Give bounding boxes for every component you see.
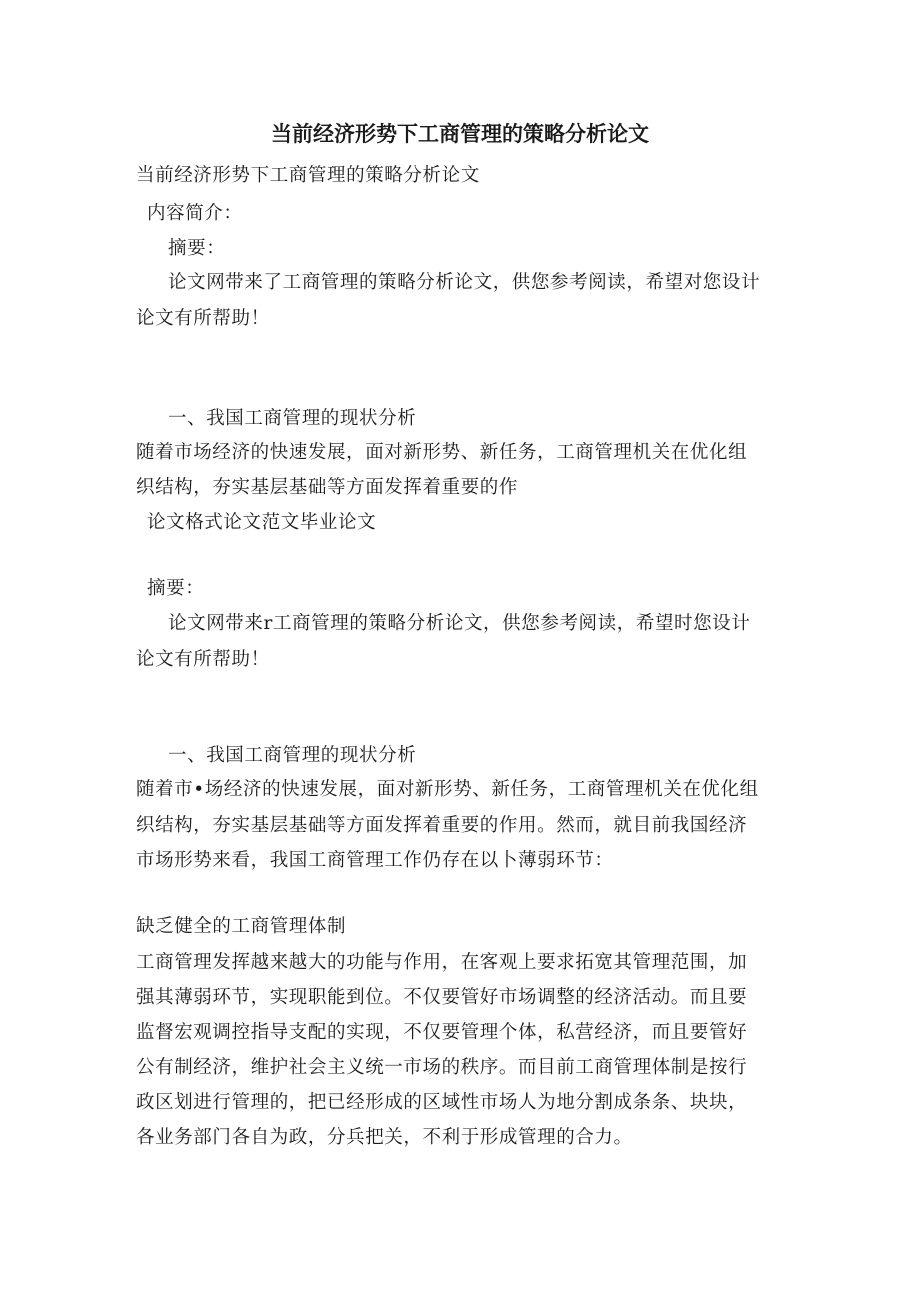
subsection-heading: 缺乏健全的工商管理体制 <box>136 916 347 937</box>
subsection-line: 公有制经济，维护社会主义统一市场的秩序。而目前工商管理体制是按行 <box>136 1057 748 1078</box>
intro-section-line: 织结构，夯实基层基础等方面发挥着重要的作 <box>136 477 519 498</box>
intro-section-line: 随着市场经济的快速发展，面对新形势、新任务，工商管理机关在优化组 <box>136 442 748 463</box>
body-abstract-label: 摘要： <box>147 578 205 599</box>
body-abstract-line: 论文网带来r工商管理的策略分析论文，供您参考阅读，希望时您设计 <box>168 613 751 634</box>
intro-abstract-label: 摘要： <box>168 238 226 259</box>
body-section-line: 市场形势来看，我国工商管理工作仍存在以卜薄弱环节： <box>136 850 614 871</box>
body-section-line: 随着市•场经济的快速发展，面对新形势、新任务，工商管理机关在优化组 <box>136 779 759 800</box>
intro-abstract-line: 论文网带来了工商管理的策略分析论文，供您参考阅读，希望对您设计 <box>168 272 761 293</box>
intro-section-heading: 一、我国工商管理的现状分析 <box>168 408 417 429</box>
document-title: 当前经济形势下工商管理的策略分析论文 <box>271 122 649 146</box>
subsection-line: 政区划进行管理的，把已经形成的区域性市场人为地分割成条条、块块， <box>136 1092 748 1113</box>
subsection-line: 各业务部门各自为政，分兵把关，不利于形成管理的合力。 <box>136 1127 633 1148</box>
subsection-line: 工商管理发挥越来越大的功能与作用，在客观上要求拓宽其管理范围，加 <box>136 952 748 973</box>
body-abstract-line: 论文有所帮助！ <box>136 649 270 670</box>
intro-tags: 论文格式论文范文毕业论文 <box>147 512 377 533</box>
intro-abstract-line: 论文有所帮助！ <box>136 308 270 329</box>
intro-subtitle: 当前经济形势下工商管理的策略分析论文 <box>136 165 480 186</box>
subsection-line: 强其薄弱环节，实现职能到位。不仅要管好市场调整的经济活动。而且要 <box>136 987 748 1008</box>
intro-content-label: 内容简介： <box>147 203 243 224</box>
body-section-heading: 一、我国工商管理的现状分析 <box>168 745 417 766</box>
body-section-line: 织结构，夯实基层基础等方面发挥着重要的作用。然而，就目前我国经济 <box>136 815 748 836</box>
subsection-line: 监督宏观调控指导支配的实现，不仅要管理个体，私营经济，而且要管好 <box>136 1022 748 1043</box>
